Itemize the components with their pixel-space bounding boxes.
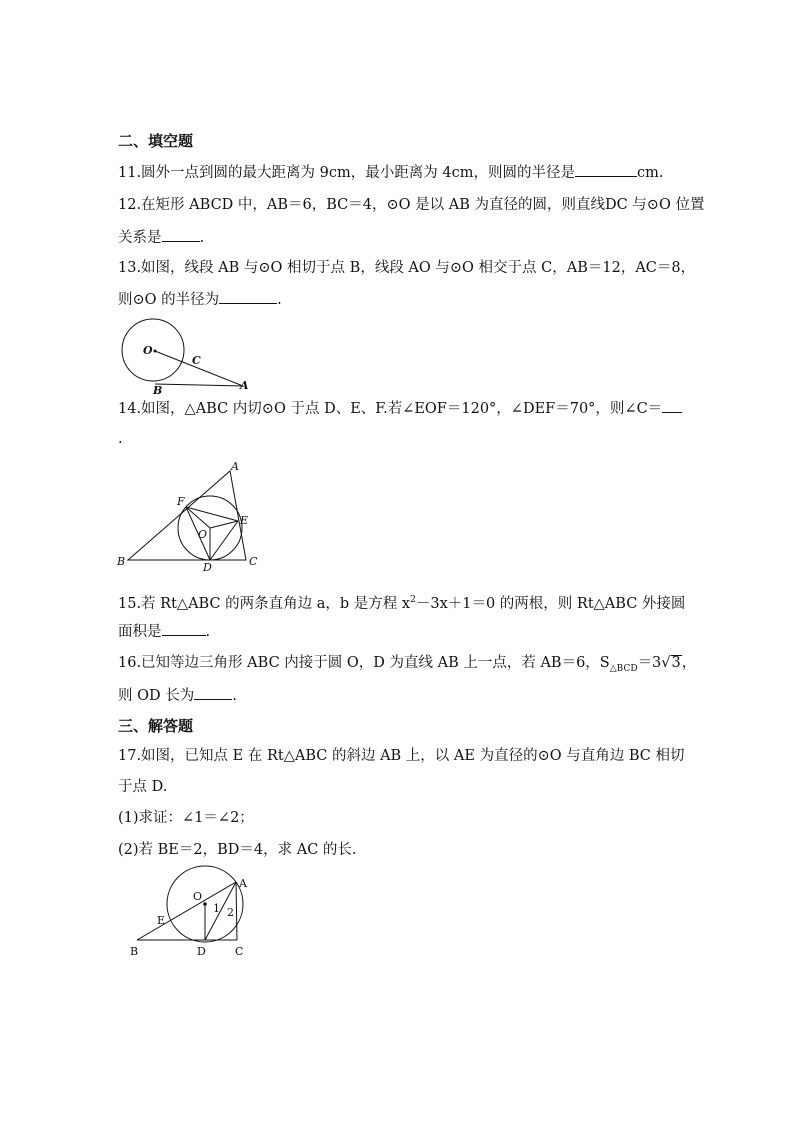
- q17-label-d: D: [197, 945, 206, 958]
- q15-text-a: 15.若 Rt△ABC 的两条直角边 a，b 是方程 x: [118, 595, 411, 612]
- q16-radicand: 3: [671, 655, 681, 671]
- q15-exponent: 2: [410, 595, 416, 605]
- q16-text-c: ，: [681, 655, 697, 671]
- q17-segment-ba: [137, 882, 236, 940]
- q13-figure: [115, 318, 260, 397]
- q13-label-o: O: [143, 344, 153, 357]
- q13-tail: .: [277, 292, 282, 308]
- q15-tail: .: [205, 624, 211, 640]
- section-title-fill-in: 二、填空题: [118, 132, 194, 150]
- question-15-line1: [118, 590, 685, 614]
- q16-text: 则 OD 长为: [118, 688, 195, 704]
- question-17-line2: 于点 D.: [118, 779, 168, 795]
- question-17-line1: 17.如图，已知点 E 在 Rt△ABC 的斜边 AB 上，以 AE 为直径的⊙O 与直角边 BC 相切: [118, 748, 685, 764]
- q14-text: 14.如图，△ABC 内切⊙O 于点 D、E、F.若∠EOF＝120°，∠DEF＝70°，则∠C＝: [118, 401, 663, 417]
- q15-text: 面积是: [118, 624, 162, 640]
- q11-text: 11.圆外一点到圆的最大距离为 9cm，最小距离为 4cm，则圆的半径是: [118, 165, 575, 181]
- sqrt-icon: √: [661, 655, 671, 671]
- q17-angle-2: 2: [227, 906, 234, 919]
- question-14-line1: [118, 398, 682, 419]
- question-13-line1: 13.如图，线段 AB 与⊙O 相切于点 B，线段 AO 与⊙O 相交于点 C，AB＝12，AC＝8，: [118, 260, 696, 276]
- q16-subscript: △BCD: [609, 663, 638, 674]
- question-16-line1: [118, 653, 696, 679]
- q13-label-a: A: [240, 379, 249, 392]
- q17-label-a: A: [239, 877, 247, 890]
- q14-label-c: C: [249, 555, 258, 568]
- q16-text-b: ＝3: [637, 655, 662, 671]
- q17-center-dot: [203, 902, 207, 906]
- question-14-line2: .: [118, 431, 123, 447]
- question-12-line1: 12.在矩形 ABCD 中，AB＝6，BC＝4，⊙O 是以 AB 为直径的圆，则直线DC 与⊙O 位置: [118, 197, 705, 213]
- q17-angle-1: 1: [213, 902, 220, 915]
- q17-label-e: E: [157, 914, 166, 927]
- question-11: [118, 162, 663, 183]
- q13-tangent-ba: [155, 384, 243, 386]
- q14-label-o: O: [198, 528, 208, 541]
- q13-answer-blank[interactable]: [219, 289, 277, 304]
- q12-answer-blank[interactable]: [162, 227, 200, 242]
- q17-label-c: C: [235, 945, 244, 958]
- question-12-line2: [118, 227, 204, 248]
- q14-answer-blank[interactable]: [662, 398, 682, 413]
- q11-tail: cm.: [636, 165, 664, 181]
- q13-text: 则⊙O 的半径为: [118, 292, 220, 308]
- q12-tail: .: [199, 230, 205, 246]
- q16-answer-blank[interactable]: [194, 685, 232, 700]
- q13-label-b: B: [153, 384, 163, 397]
- q14-label-b: B: [117, 555, 126, 568]
- q11-answer-blank[interactable]: [575, 162, 637, 177]
- q16-text-a: 16.已知等边三角形 ABC 内接于圆 O，D 为直线 AB 上一点，若 AB＝6，S: [118, 655, 610, 671]
- q16-tail: .: [232, 688, 237, 704]
- question-17-part2: (2)若 BE＝2，BD＝4，求 AC 的长.: [118, 842, 357, 858]
- section-title-solve: 三、解答题: [118, 717, 194, 735]
- q15-answer-blank[interactable]: [162, 621, 206, 636]
- q14-label-d: D: [203, 561, 212, 574]
- q13-label-c: C: [192, 354, 201, 367]
- question-15-line2: [118, 621, 210, 642]
- q14-triangle-abc: [128, 471, 249, 560]
- question-13-line2: [118, 289, 282, 310]
- question-16-line2: [118, 685, 237, 706]
- question-17-part1: (1)求证：∠1＝∠2；: [118, 810, 254, 826]
- q13-circle: [122, 319, 184, 381]
- q14-label-a: A: [231, 460, 239, 473]
- q17-label-b: B: [130, 945, 139, 958]
- q14-label-f: F: [177, 495, 185, 508]
- q14-figure: [112, 458, 282, 578]
- q15-text-b: －3x＋1＝0 的两根，则 Rt△ABC 外接圆: [415, 595, 686, 612]
- q17-figure: [125, 864, 265, 964]
- q13-center-dot: [154, 350, 157, 353]
- q14-label-e: E: [240, 514, 249, 527]
- q17-segment-ac: [236, 882, 237, 940]
- q12-text: 关系是: [118, 230, 162, 246]
- q17-label-o: O: [193, 890, 203, 903]
